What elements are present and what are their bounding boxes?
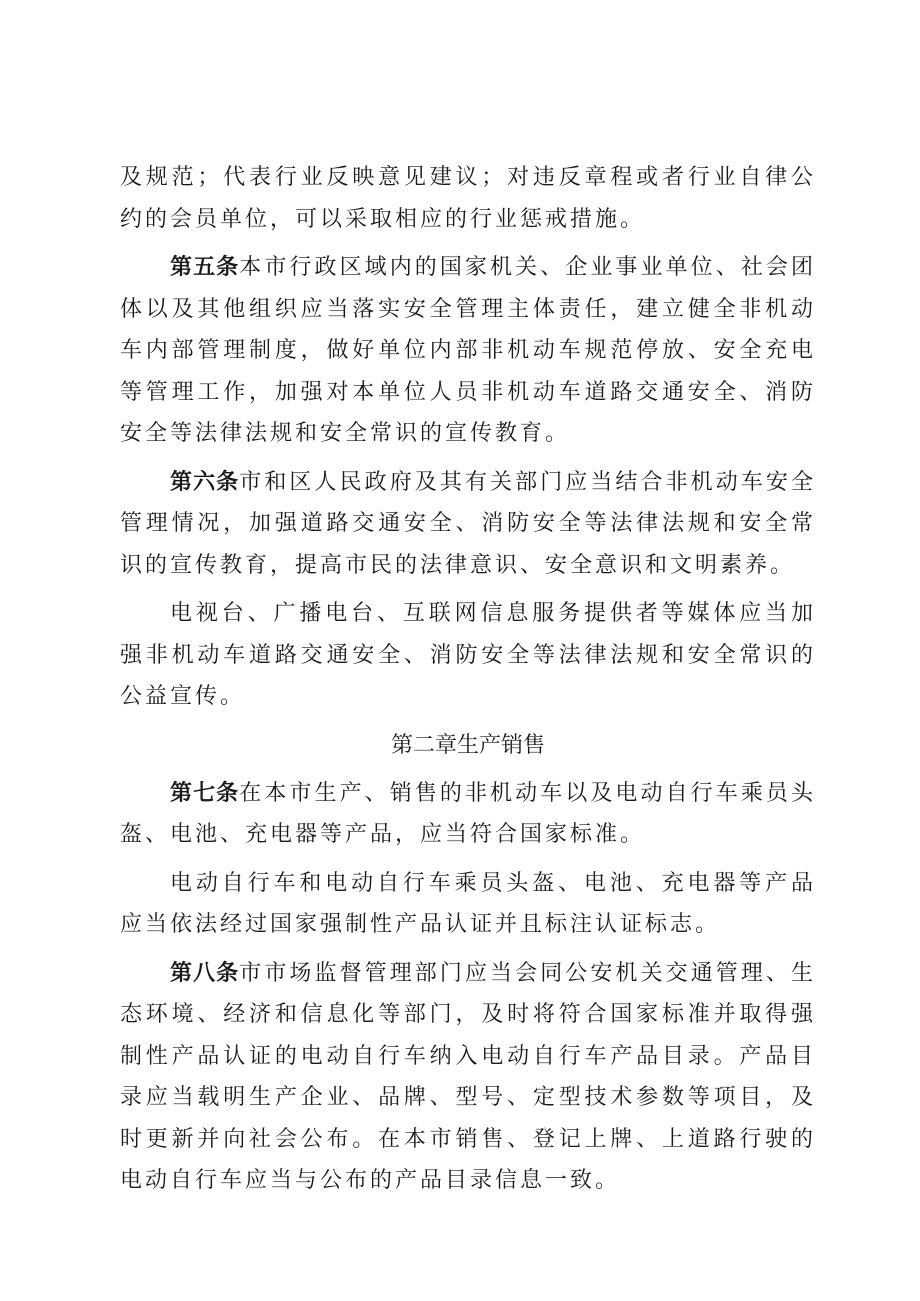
article-6-clause-2: 电视台、广播电台、互联网信息服务提供者等媒体应当加强非机动车道路交通安全、消防安全等法律法规和安全常识的公益宣传。 <box>120 601 816 709</box>
article-7-paragraph <box>120 773 816 856</box>
article-7-text: 在本市生产、销售的非机动车以及电动自行车乘员头盔、电池、充电器等产品，应当符合国家标准。 <box>120 780 816 847</box>
article-6-paragraph <box>120 462 816 587</box>
document-page <box>120 157 816 1209</box>
article-8-paragraph <box>120 953 816 1202</box>
article-7-heading: 第七条 <box>170 780 240 806</box>
article-7-clause-2: 电动自行车和电动自行车乘员头盔、电池、充电器等产品应当依法经过国家强制性产品认证并且标注认证标志。 <box>120 870 816 937</box>
article-5-paragraph <box>120 247 816 455</box>
article-5-text: 本市行政区域内的国家机关、企业事业单位、社会团体以及其他组织应当落实安全管理主体责任，建立健全非机动车内部管理制度，做好单位内部非机动车规范停放、安全充电等管理工作，加强对本单位人员非机动车道路交通安全、消防安全等法律法规和安全常识的宣传教育。 <box>120 255 816 446</box>
chapter-title: 第二章生产销售 <box>390 732 545 758</box>
article-8-text: 市市场监督管理部门应当会同公安机关交通管理、生态环境、经济和信息化等部门，及时将符合国家标准并取得强制性产品认证的电动自行车纳入电动自行车产品目录。产品目录应当载明生产企业、品牌、型号、定型技术参数等项目，及时更新并向社会公布。在本市销售、登记上牌、上道路行驶的电动自行车应当与公布的产品目录信息一致。 <box>120 960 816 1193</box>
article-5-heading: 第五条 <box>170 255 240 280</box>
article-8-heading: 第八条 <box>170 960 240 986</box>
article-6-heading: 第六条 <box>170 469 240 495</box>
paragraph-continuation: 及规范；代表行业反映意见建议；对违反章程或者行业自律公约的会员单位，可以采取相应的行业惩戒措施。 <box>120 165 816 232</box>
article-6-text: 市和区人民政府及其有关部门应当结合非机动车安全管理情况，加强道路交通安全、消防安全等法律法规和安全常识的宣传教育，提高市民的法律意识、安全意识和文明素养。 <box>120 469 816 578</box>
